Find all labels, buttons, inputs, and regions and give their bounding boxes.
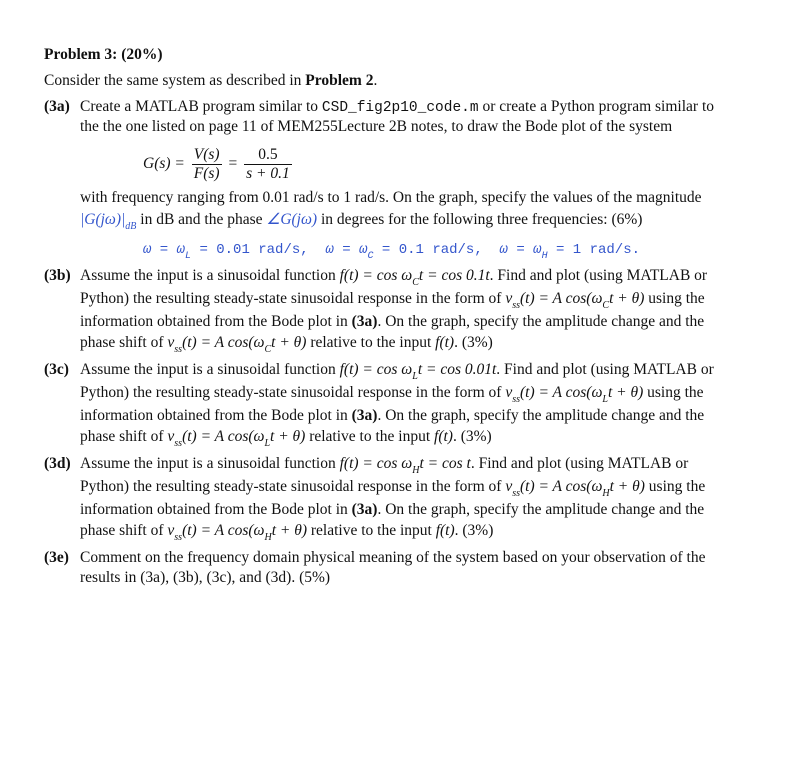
p3d-l4-eq-c: t + θ) <box>271 522 307 539</box>
p3d-l4-eq-sub2: H <box>264 532 272 543</box>
p3c-l4-eq-c: t + θ) <box>270 428 306 445</box>
freq3-val: = 1 rad/s. <box>555 242 640 258</box>
p3c-l4-eq-sub: ss <box>174 438 183 449</box>
part-3a-line1 <box>80 98 714 116</box>
freq1-sub: L <box>185 251 192 262</box>
freq1-val: = 0.01 rad/s, <box>199 242 309 258</box>
part-3e-line2: results in (3a), (3b), (3c), and (3d). (5%) <box>80 569 331 586</box>
p3d-l1-a: Assume the input is a sinusoidal function <box>80 455 336 472</box>
p3c-l4-eq: v <box>167 428 175 445</box>
p3b-l1-eq: f(t) = cos ω <box>339 267 413 284</box>
part-3b-line3 <box>80 313 704 331</box>
p3b-l4-eq: v <box>167 334 175 351</box>
p3a-l4-a: in dB and the phase <box>140 211 263 228</box>
p3c-l3-b: . On the graph, specify the amplitude change and the <box>377 407 705 424</box>
part-3a-label: (3a) <box>44 98 70 115</box>
p3d-l4-eq-sub: ss <box>174 532 183 543</box>
part-3b-line2 <box>80 290 705 311</box>
code-filename: CSD_fig2p10_code.m <box>321 100 479 116</box>
p3c-l4-eq-b: (t) = A cos(ω <box>182 428 265 445</box>
intro-prefix: Consider the same system as described in <box>44 72 302 89</box>
p3b-l1-eq-sub: C <box>412 277 419 288</box>
p3b-l2-eq-sub2: C <box>602 300 610 311</box>
p3a-l1-b: or create a Python program similar to <box>482 98 715 115</box>
p3c-l2-eq-sub: ss <box>512 394 520 405</box>
part-3a-line4 <box>80 210 643 232</box>
eq-lhs: G(s) = <box>143 155 185 172</box>
p3d-l2-eq-c: t + θ) <box>609 478 645 495</box>
p3d-l3-ref: (3a) <box>351 501 378 518</box>
part-3d-line2 <box>80 478 706 499</box>
part-3e-label: (3e) <box>44 549 69 566</box>
p3b-l4-eq-sub2: C <box>264 344 272 355</box>
p3c-l4-eq2: f(t) <box>434 428 453 445</box>
p3d-l4-eq: v <box>167 522 175 539</box>
p3d-l1-eq-b: t = cos t <box>419 455 471 472</box>
part-3d-line1 <box>80 455 689 476</box>
p3b-l1-a: Assume the input is a sinusoidal function <box>80 267 336 284</box>
magnitude-symbol: |G(jω)| <box>80 211 126 228</box>
p3b-l4-a: phase shift of <box>80 334 164 351</box>
p3b-l3-a: information obtained from the Bode plot in <box>80 313 348 330</box>
eq-frac1 <box>192 146 222 183</box>
p3c-l1-eq: f(t) = cos ω <box>339 361 413 378</box>
p3b-l2-eq-b: (t) = A cos(ω <box>520 290 603 307</box>
p3b-l3-b: . On the graph, specify the amplitude change and the <box>377 313 705 330</box>
part-3c-label: (3c) <box>44 361 69 378</box>
p3c-l2-eq-b: (t) = A cos(ω <box>520 384 603 401</box>
p3c-l2-eq-c: t + θ) <box>607 384 644 401</box>
p3c-l1-a: Assume the input is a sinusoidal function <box>80 361 336 378</box>
part-3b-label: (3b) <box>44 267 71 284</box>
eq-num2: 0.5 <box>244 146 292 165</box>
p3d-l1-eq: f(t) = cos ω <box>339 455 413 472</box>
p3b-l4-b: relative to the input <box>310 334 432 351</box>
p3b-l2-eq-c: t + θ) <box>609 290 645 307</box>
magnitude-sub: dB <box>125 221 137 232</box>
p3b-l1-b: . Find and plot (using MATLAB or <box>489 267 708 284</box>
p3b-l2-eq: v <box>505 290 513 307</box>
freq2: ω = ω <box>325 242 368 258</box>
part-3e-line1: Comment on the frequency domain physical meaning of the system based on your observation of the <box>80 549 706 566</box>
p3b-l4-eq-sub: ss <box>174 344 183 355</box>
eq-equals: = <box>228 155 238 172</box>
p3d-l1-eq-sub: H <box>412 465 420 476</box>
p3b-l2-a: Python) the resulting steady-state sinusoidal response in the form of <box>80 290 502 307</box>
p3a-l4-b: in degrees for the following three frequencies: (6%) <box>320 211 643 228</box>
p3b-l1-eq-b: t = cos 0.1t <box>418 267 490 284</box>
p3c-l2-a: Python) the resulting steady-state sinusoidal response in the form of <box>80 384 502 401</box>
p3c-l3-a: information obtained from the Bode plot in <box>80 407 348 424</box>
p3d-l4-a: phase shift of <box>80 522 164 539</box>
p3d-l2-eq-b: (t) = A cos(ω <box>520 478 603 495</box>
p3c-l2-eq: v <box>505 384 513 401</box>
p3c-l2-eq-sub2: L <box>602 394 608 405</box>
p3b-l4-eq-c: t + θ) <box>271 334 307 351</box>
p3d-l1-b: . Find and plot (using MATLAB or <box>470 455 689 472</box>
intro-text <box>44 71 377 91</box>
p3c-l4-c: . (3%) <box>452 428 492 445</box>
intro-ref: Problem 2 <box>305 72 374 89</box>
problem-title: Problem 3: (20%) <box>44 46 163 63</box>
p3a-l1-a: Create a MATLAB program similar to <box>80 98 319 115</box>
eq-den2: s + 0.1 <box>246 164 290 182</box>
p3c-l3-ref: (3a) <box>351 407 378 424</box>
p3d-l2-b: using the <box>648 478 706 495</box>
p3d-l4-b: relative to the input <box>310 522 432 539</box>
p3d-l4-eq2: f(t) <box>435 522 455 539</box>
freq2-val: = 0.1 rad/s, <box>381 242 483 258</box>
p3d-l3-a: information obtained from the Bode plot in <box>80 501 348 518</box>
p3c-l4-a: phase shift of <box>80 428 164 445</box>
p3c-l1-b: . Find and plot (using MATLAB or <box>496 361 714 378</box>
eq-den1: F(s) <box>193 164 220 182</box>
p3d-l2-eq-sub2: H <box>602 488 610 499</box>
freq1: ω = ω <box>143 242 186 258</box>
part-3d-line3 <box>80 501 704 519</box>
eq-num1: V(s) <box>193 145 220 163</box>
p3b-l2-eq-sub: ss <box>512 300 520 311</box>
p3c-l2-b: using the <box>647 384 704 401</box>
part-3d-line4 <box>80 522 494 543</box>
p3c-l1-eq-sub: L <box>412 371 418 382</box>
p3c-l1-eq-b: t = cos 0.01t <box>417 361 497 378</box>
p3b-l2-b: using the <box>648 290 705 307</box>
p3d-l2-eq-sub: ss <box>512 488 520 499</box>
p3b-l3-ref: (3a) <box>351 313 378 330</box>
frequency-list <box>143 240 640 262</box>
freq3: ω = ω <box>499 242 542 258</box>
part-3b-line1 <box>80 267 708 288</box>
part-3a-line3: with frequency ranging from 0.01 rad/s to 1 rad/s. On the graph, specify the values of the magnitude <box>80 189 702 206</box>
p3b-l4-c: . (3%) <box>454 334 493 351</box>
p3b-l4-eq2: f(t) <box>435 334 455 351</box>
p3c-l4-eq-sub2: L <box>264 438 271 449</box>
part-3a-line2: the the one listed on page 11 of MEM255Lecture 2B notes, to draw the Bode plot of the system <box>80 118 673 135</box>
part-3b-line4 <box>80 334 493 355</box>
part-3c-line3 <box>80 407 704 425</box>
p3b-l4-eq-b: (t) = A cos(ω <box>182 334 265 351</box>
p3d-l4-c: . (3%) <box>454 522 494 539</box>
eq-frac2 <box>244 146 292 183</box>
p3d-l2-eq: v <box>505 478 513 495</box>
p3d-l2-a: Python) the resulting steady-state sinusoidal response in the form of <box>80 478 502 495</box>
p3c-l4-b: relative to the input <box>309 428 431 445</box>
freq2-sub: C <box>367 251 374 262</box>
p3d-l4-eq-b: (t) = A cos(ω <box>182 522 265 539</box>
part-3c-line4 <box>80 428 492 449</box>
phase-symbol: ∠G(jω) <box>266 211 318 228</box>
part-3c-line2 <box>80 384 704 405</box>
freq3-sub: H <box>541 251 548 262</box>
part-3c-line1 <box>80 361 714 382</box>
transfer-function-equation <box>143 143 295 185</box>
part-3d-label: (3d) <box>44 455 71 472</box>
p3d-l3-b: . On the graph, specify the amplitude change and the <box>377 501 705 518</box>
intro-suffix: . <box>373 72 378 89</box>
